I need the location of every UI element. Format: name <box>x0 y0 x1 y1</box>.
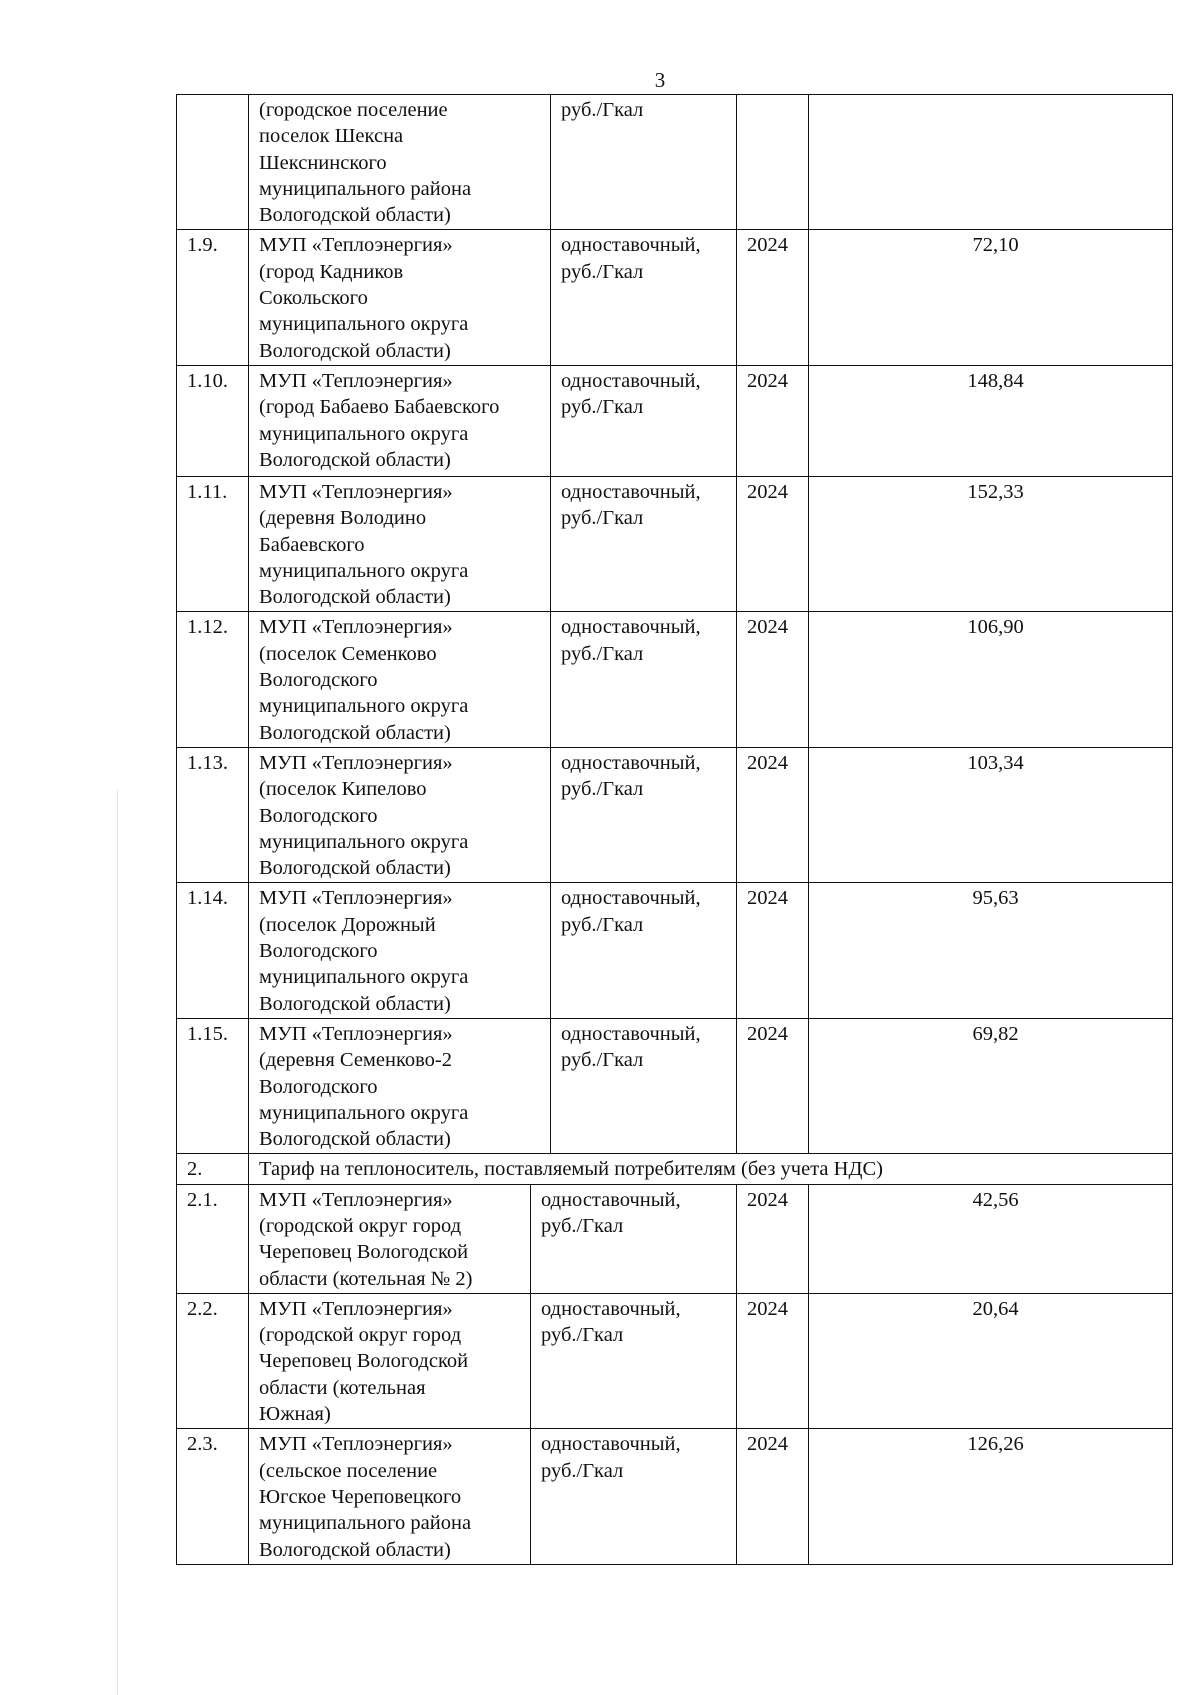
tariff-value-cell: 95,63 <box>809 883 1173 1018</box>
organization-cell: МУП «Теплоэнергия» (деревня Семенково-2 Вологодского муниципального округа Вологодской области) <box>249 1018 551 1153</box>
organization-cell: МУП «Теплоэнергия» (город Бабаево Бабаевского муниципального округа Вологодской области) <box>249 365 551 476</box>
row-number: 1.13. <box>177 747 249 882</box>
tariff-value-cell: 106,90 <box>809 612 1173 747</box>
row-number: 1.12. <box>177 612 249 747</box>
table-row <box>177 230 1173 365</box>
tariff-type-cell: одноставочный, руб./Гкал <box>551 230 737 365</box>
table-row <box>177 1429 1173 1564</box>
organization-cell: МУП «Теплоэнергия» (деревня Володино Бабаевского муниципального округа Вологодской области) <box>249 476 551 611</box>
tariff-value-cell: 42,56 <box>809 1184 1173 1293</box>
year-cell: 2024 <box>737 365 809 476</box>
year-cell: 2024 <box>737 476 809 611</box>
tariff-type-cell: одноставочный, руб./Гкал <box>551 883 737 1018</box>
tariff-type-cell: одноставочный, руб./Гкал <box>551 365 737 476</box>
row-number: 1.10. <box>177 365 249 476</box>
tariff-value-cell: 148,84 <box>809 365 1173 476</box>
organization-cell: МУП «Теплоэнергия» (городской округ город Череповец Вологодской области (котельная № 2) <box>249 1184 531 1293</box>
table-row <box>177 1293 1173 1428</box>
table-row <box>177 747 1173 882</box>
tariff-value-cell: 20,64 <box>809 1293 1173 1428</box>
organization-cell: МУП «Теплоэнергия» (поселок Дорожный Вологодского муниципального округа Вологодской области) <box>249 883 551 1018</box>
tariff-type-cell: руб./Гкал <box>551 95 737 230</box>
tariff-type-cell: одноставочный, руб./Гкал <box>551 612 737 747</box>
tariff-type-cell: одноставочный, руб./Гкал <box>551 1018 737 1153</box>
row-number <box>177 95 249 230</box>
year-cell: 2024 <box>737 1293 809 1428</box>
organization-cell: МУП «Теплоэнергия» (поселок Кипелово Вологодского муниципального округа Вологодской области) <box>249 747 551 882</box>
year-cell: 2024 <box>737 883 809 1018</box>
row-number: 1.15. <box>177 1018 249 1153</box>
organization-cell: (городское поселение поселок Шексна Шекснинского муниципального района Вологодской области) <box>249 95 551 230</box>
tariff-value-cell: 126,26 <box>809 1429 1173 1564</box>
year-cell <box>737 95 809 230</box>
section-header-row <box>177 1154 1173 1184</box>
organization-cell: МУП «Теплоэнергия» (сельское поселение Югское Череповецкого муниципального района Вологодской области) <box>249 1429 531 1564</box>
tariff-value-cell: 72,10 <box>809 230 1173 365</box>
table-row <box>177 1184 1173 1293</box>
section-title: Тариф на теплоноситель, поставляемый потребителям (без учета НДС) <box>249 1154 1173 1184</box>
row-number: 2.1. <box>177 1184 249 1293</box>
tariff-value-cell <box>809 95 1173 230</box>
tariff-type-cell: одноставочный, руб./Гкал <box>531 1184 737 1293</box>
year-cell: 2024 <box>737 1184 809 1293</box>
tariff-type-cell: одноставочный, руб./Гкал <box>551 476 737 611</box>
organization-cell: МУП «Теплоэнергия» (поселок Семенково Вологодского муниципального округа Вологодской области) <box>249 612 551 747</box>
year-cell: 2024 <box>737 747 809 882</box>
tariff-value-cell: 152,33 <box>809 476 1173 611</box>
year-cell: 2024 <box>737 230 809 365</box>
table-row <box>177 612 1173 747</box>
year-cell: 2024 <box>737 1429 809 1564</box>
tariff-type-cell: одноставочный, руб./Гкал <box>531 1293 737 1428</box>
page-number: 3 <box>654 68 666 92</box>
tariff-value-cell: 103,34 <box>809 747 1173 882</box>
table-row <box>177 95 1173 230</box>
tariff-type-cell: одноставочный, руб./Гкал <box>531 1429 737 1564</box>
organization-cell: МУП «Теплоэнергия» (город Кадников Сокольского муниципального округа Вологодской области) <box>249 230 551 365</box>
row-number: 1.11. <box>177 476 249 611</box>
scan-edge-line <box>117 790 118 1695</box>
year-cell: 2024 <box>737 1018 809 1153</box>
section-number: 2. <box>177 1154 249 1184</box>
table-row <box>177 883 1173 1018</box>
table-row <box>177 476 1173 611</box>
row-number: 1.14. <box>177 883 249 1018</box>
table-row <box>177 365 1173 476</box>
row-number: 2.3. <box>177 1429 249 1564</box>
tariff-table <box>176 94 1173 1565</box>
year-cell: 2024 <box>737 612 809 747</box>
row-number: 2.2. <box>177 1293 249 1428</box>
tariff-value-cell: 69,82 <box>809 1018 1173 1153</box>
row-number: 1.9. <box>177 230 249 365</box>
organization-cell: МУП «Теплоэнергия» (городской округ город Череповец Вологодской области (котельная Южная) <box>249 1293 531 1428</box>
tariff-type-cell: одноставочный, руб./Гкал <box>551 747 737 882</box>
table-row <box>177 1018 1173 1153</box>
